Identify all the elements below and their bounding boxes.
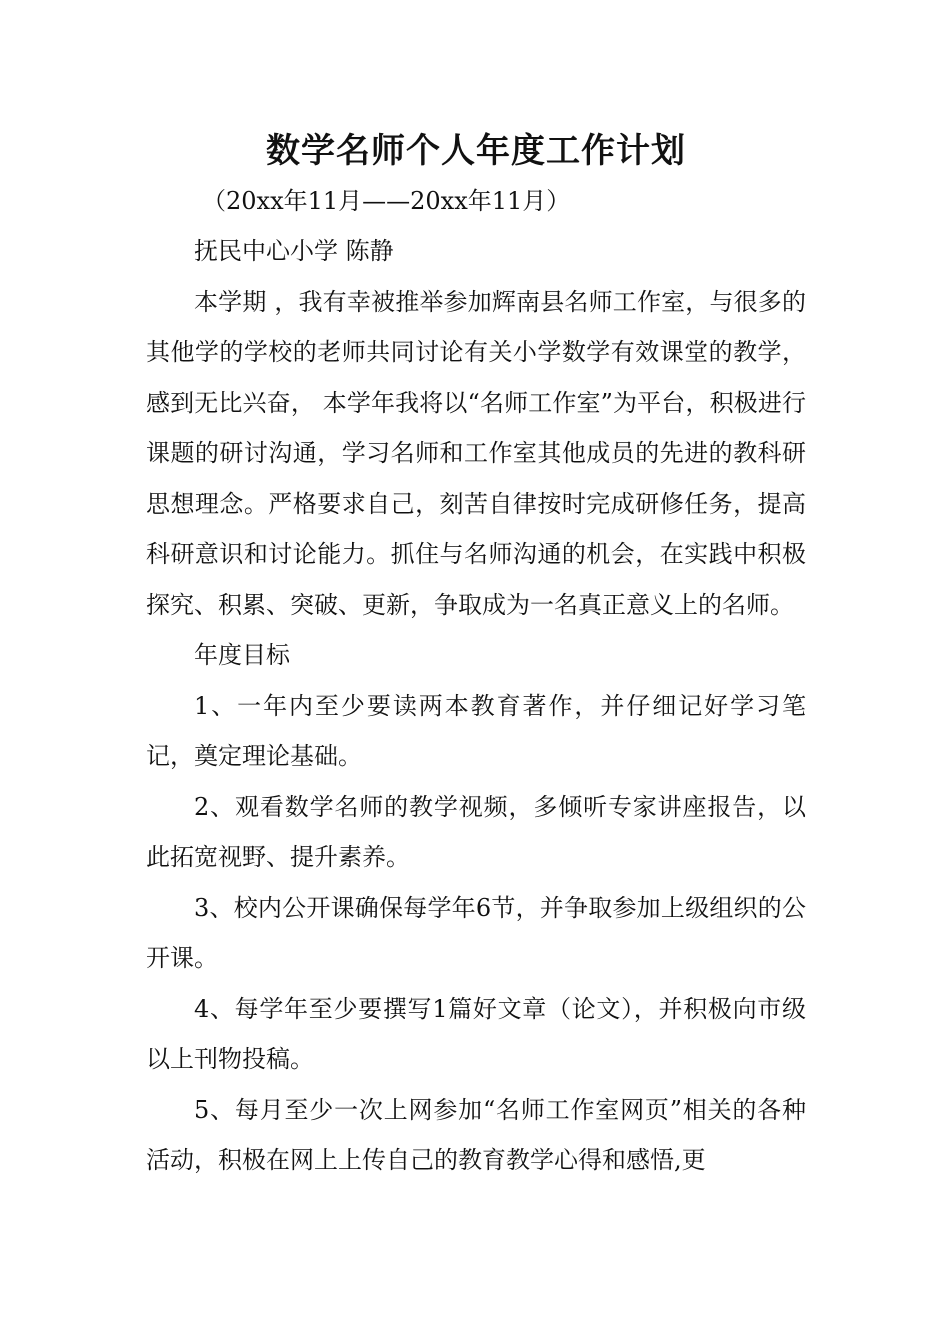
document-title: 数学名师个人年度工作计划 (266, 131, 686, 171)
goal-item-3: 3、校内公开课确保每学年6节，并争取参加上级组织的公开课。 (146, 893, 806, 972)
goal-item-2: 2、观看数学名师的教学视频，多倾听专家讲座报告，以此拓宽视野、提升素养。 (146, 792, 806, 871)
author-line: 抚民中心小学 陈静 (194, 237, 394, 265)
goal-item-1: 1、一年内至少要读两本教育著作，并仔细记好学习笔记，奠定理论基础。 (146, 691, 806, 770)
document-body (146, 126, 806, 1186)
goal-item-4: 4、每学年至少要撰写1篇好文章（论文），并积极向市级以上刊物投稿。 (146, 994, 806, 1073)
intro-paragraph: 本学期 ，我有幸被推举参加辉南县名师工作室，与很多的其他学的学校的老师共同讨论有关小学数学有效课堂的教学，感到无比兴奋， 本学年我将以“名师工作室”为平台，积极进行课题的研讨沟通，学习名师和工作室其他成员的先进的教科研思想理念。严格要求自己，刻苦自律按时完成研修任务，提高科研意识和讨论能力。抓住与名师沟通的机会，在实践中积极探究、积累、突破、更新，争取成为一名真正意义上的名师。 (146, 287, 806, 619)
goal-item-5: 5、每月至少一次上网参加“名师工作室网页”相关的各种活动，积极在网上上传自己的教育教学心得和感悟,更 (146, 1095, 806, 1174)
date-range: （20xx年11月——20xx年11月） (202, 187, 571, 215)
section-heading: 年度目标 (194, 641, 290, 669)
